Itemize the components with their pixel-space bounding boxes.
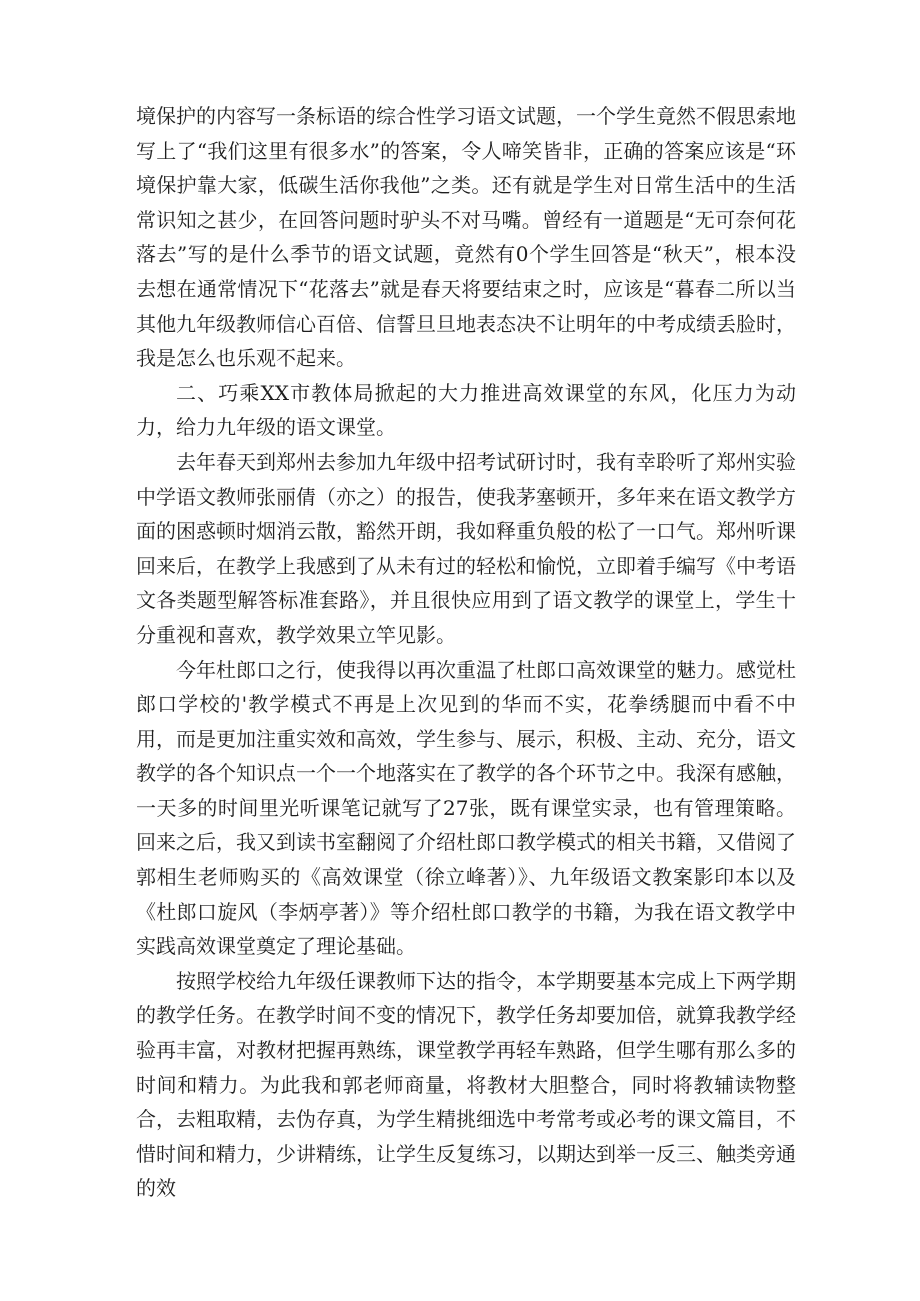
paragraph-3: 去年春天到郑州去参加九年级中招考试研讨时，我有幸聆听了郑州实验中学语文教师张丽倩（亦之）的报告，使我茅塞顿开，多年来在语文教学方面的困惑顿时烟消云散，豁然开朗，我如释重负般的松了一口气。郑州听课回来后，在教学上我感到了从未有过的轻松和愉悦，立即着手编写《中考语文各类题型解答标准套路》，并且很快应用到了语文教学的课堂上，学生十分重视和喜欢，教学效果立竿见影。: [136, 449, 796, 647]
paragraph-1: 境保护的内容写一条标语的综合性学习语文试题，一个学生竟然不假思索地写上了“我们这里有很多水”的答案，令人啼笑皆非，正确的答案应该是“环境保护靠大家，低碳生活你我他”之类。还有就是学生对日常生活中的生活常识知之甚少，在回答问题时驴头不对马嘴。曾经有一道题是“无可奈何花落去”写的是什么季节的语文试题，竟然有0个学生回答是“秋天”，根本没去想在通常情况下“花落去”就是春天将要结束之时，应该是“暮春二所以当其他九年级教师信心百倍、信誓旦旦地表态决不让明年的中考成绩丢脸时，我是怎么也乐观不起来。: [136, 104, 796, 371]
paragraph-5: 按照学校给九年级任课教师下达的指令，本学期要基本完成上下两学期的教学任务。在教学时间不变的情况下，教学任务却要加倍，就算我教学经验再丰富，对教材把握再熟练，课堂教学再轻车熟路，但学生哪有那么多的时间和精力。为此我和郭老师商量，将教材大胆整合，同时将教辅读物整合，去粗取精，去伪存真，为学生精挑细选中考常考或必考的课文篇目，不惜时间和精力，少讲精练，让学生反复练习，以期达到举一反三、触类旁通的效: [136, 968, 796, 1201]
document-body: [136, 99, 796, 1206]
paragraph-2: 二、巧乘XX市教体局掀起的大力推进高效课堂的东风，化压力为动力，给力九年级的语文课堂。: [136, 380, 796, 440]
paragraph-4: 今年杜郎口之行，使我得以再次重温了杜郎口高效课堂的魅力。感觉杜郎口学校的'教学模式不再是上次见到的华而不实，花拳绣腿而中看不中用，而是更加注重实效和高效，学生参与、展示，积极、主动、充分，语文教学的各个知识点一个一个地落实在了教学的各个环节之中。我深有感触，一天多的时间里光听课笔记就写了27张，既有课堂实录，也有管理策略。回来之后，我又到读书室翻阅了介绍杜郎口教学模式的相关书籍，又借阅了郭相生老师购买的《高效课堂（徐立峰著）》、九年级语文教案影印本以及《杜郎口旋风（李炳亭著）》等介绍杜郎口教学的书籍，为我在语文教学中实践高效课堂奠定了理论基础。: [136, 657, 796, 959]
